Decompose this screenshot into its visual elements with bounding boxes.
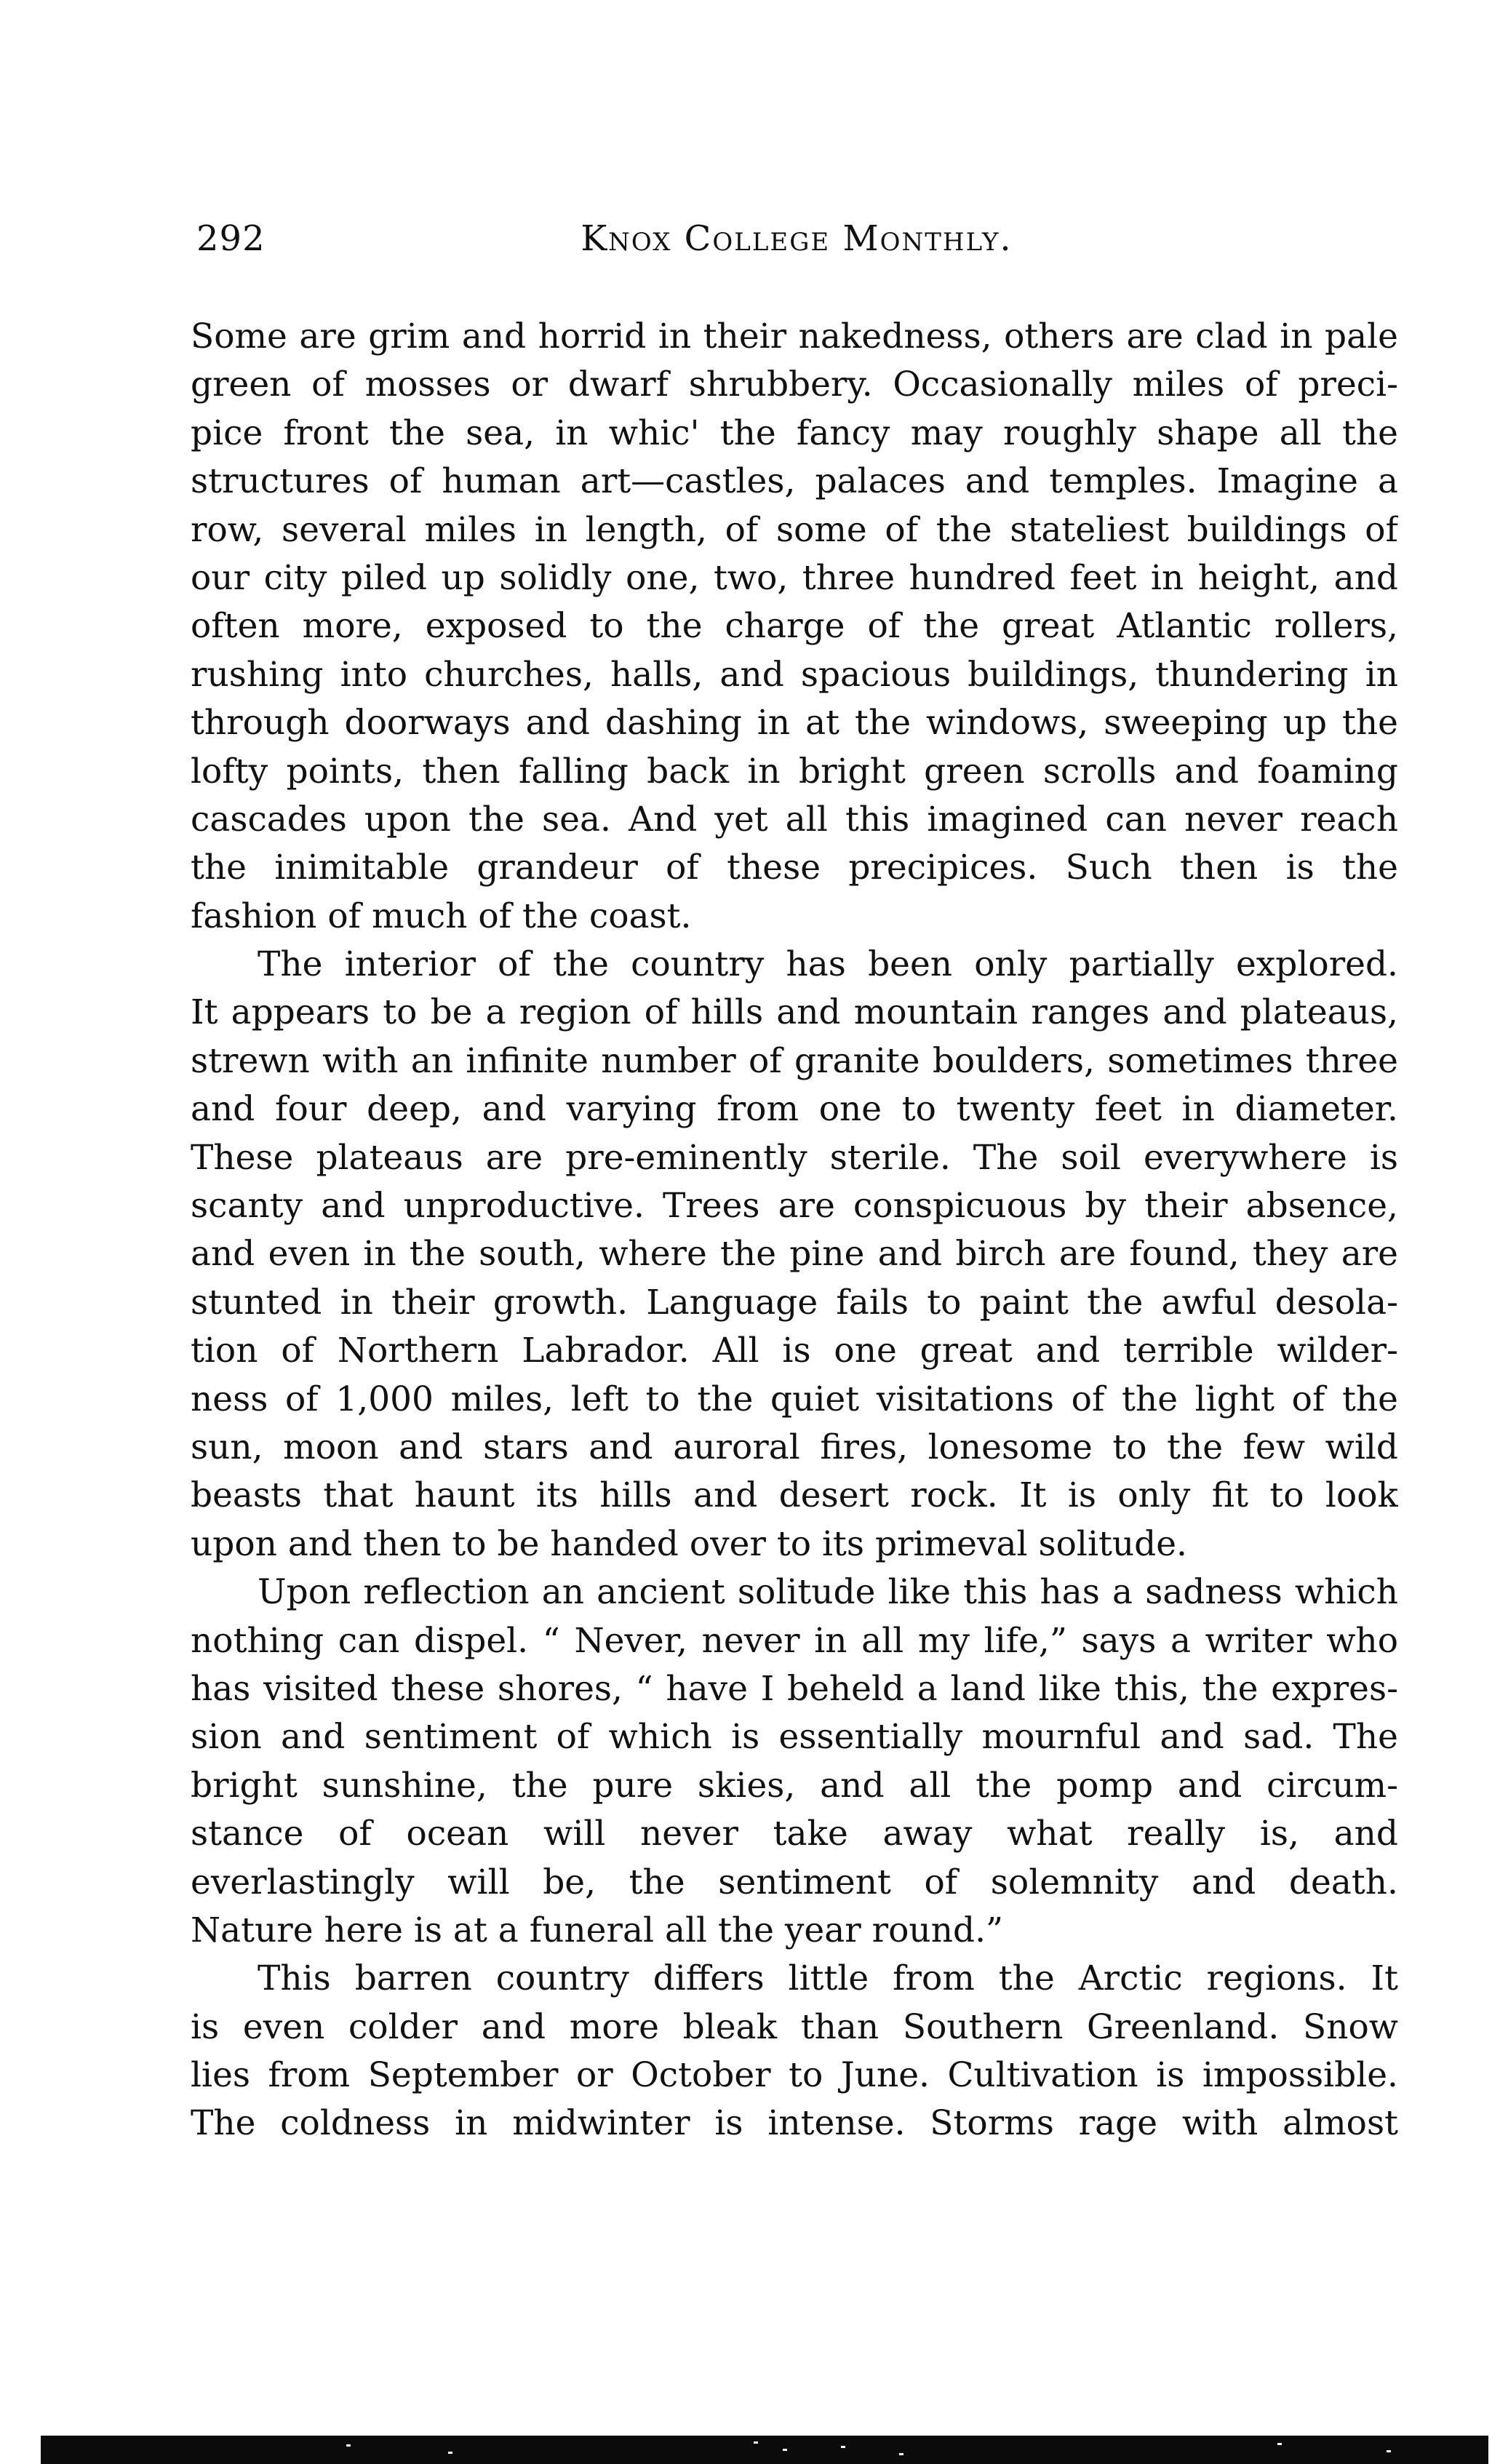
text-line: has visited these shores, “ have I beheld a land like this, the expres-: [191, 1668, 1398, 1709]
text-line: stunted in their growth. Language fails to paint the awful desola-: [191, 1282, 1398, 1323]
text-line: Nature here is at a funeral all the year round.”: [191, 1910, 1004, 1950]
text-line: lies from September or October to June. Cultivation is impossible.: [191, 2055, 1398, 2096]
text-line: Some are grim and horrid in their nakedness, others are clad in pale: [191, 316, 1398, 356]
text-line: Upon reflection an ancient solitude like this has a sadness which: [258, 1572, 1398, 1613]
text-line: often more, exposed to the charge of the great Atlantic rollers,: [191, 606, 1398, 647]
text-line: ness of 1,000 miles, left to the quiet visitations of the light of the: [191, 1379, 1398, 1419]
text-line: lofty points, then falling back in bright green scrolls and foaming: [191, 751, 1398, 792]
text-line: It appears to be a region of hills and mountain ranges and plateaus,: [191, 992, 1398, 1033]
body-text: [191, 313, 1398, 2148]
text-line: tion of Northern Labrador. All is one great and terrible wilder-: [191, 1331, 1398, 1371]
text-line: beasts that haunt its hills and desert rock. It is only fit to look: [191, 1475, 1398, 1516]
text-line: structures of human art—castles, palaces and temples. Imagine a: [191, 461, 1398, 502]
text-line: is even colder and more bleak than Southern Greenland. Snow: [191, 2006, 1398, 2047]
text-line: The coldness in midwinter is intense. Storms rage with almost: [191, 2103, 1398, 2144]
paragraph-1: [191, 313, 1398, 941]
text-line: sun, moon and stars and auroral fires, lonesome to the few wild: [191, 1427, 1398, 1467]
text-line: our city piled up solidly one, two, three hundred feet in height, and: [191, 557, 1398, 598]
text-line: row, several miles in length, of some of the stateliest buildings of: [191, 509, 1398, 550]
text-line: strewn with an infinite number of granite boulders, sometimes three: [191, 1040, 1398, 1081]
text-line: stance of ocean will never take away what really is, and: [191, 1814, 1398, 1854]
text-line: everlastingly will be, the sentiment of solemnity and death.: [191, 1862, 1398, 1902]
text-line: The interior of the country has been only partially explored.: [258, 944, 1398, 985]
text-line: cascades upon the sea. And yet all this imagined can never reach: [191, 799, 1398, 840]
text-line: rushing into churches, halls, and spacious buildings, thundering in: [191, 654, 1398, 695]
scan-edge-band: [41, 2436, 1488, 2464]
paragraph-3: [191, 1568, 1398, 1955]
text-line: bright sunshine, the pure skies, and all the pomp and circum-: [191, 1765, 1398, 1806]
text-line: upon and then to be handed over to its primeval solitude.: [191, 1523, 1187, 1564]
text-line: the inimitable grandeur of these precipices. Such then is the: [191, 848, 1398, 888]
text-line: green of mosses or dwarf shrubbery. Occasionally miles of preci-: [191, 364, 1398, 405]
text-line: scanty and unproductive. Trees are conspicuous by their absence,: [191, 1186, 1398, 1227]
text-line: sion and sentiment of which is essentially mournful and sad. The: [191, 1717, 1398, 1758]
text-line: nothing can dispel. “ Never, never in all my life,” says a writer who: [191, 1620, 1398, 1661]
page-number: 292: [196, 218, 266, 259]
text-line: fashion of much of the coast.: [191, 896, 692, 936]
text-line: through doorways and dashing in at the windows, sweeping up the: [191, 703, 1398, 743]
text-line: These plateaus are pre-eminently sterile. The soil everywhere is: [191, 1137, 1398, 1178]
paragraph-4: [191, 1955, 1398, 2148]
text-line: This barren country differs little from the Arctic regions. It: [258, 1958, 1398, 1999]
text-line: and four deep, and varying from one to twenty feet in diameter.: [191, 1089, 1398, 1130]
page-header: [196, 218, 1397, 276]
text-line: pice front the sea, in whic' the fancy may roughly shape all the: [191, 412, 1398, 453]
running-title: Knox College Monthly.: [581, 218, 1013, 259]
paragraph-2: [191, 941, 1398, 1568]
text-line: and even in the south, where the pine and birch are found, they are: [191, 1234, 1398, 1275]
